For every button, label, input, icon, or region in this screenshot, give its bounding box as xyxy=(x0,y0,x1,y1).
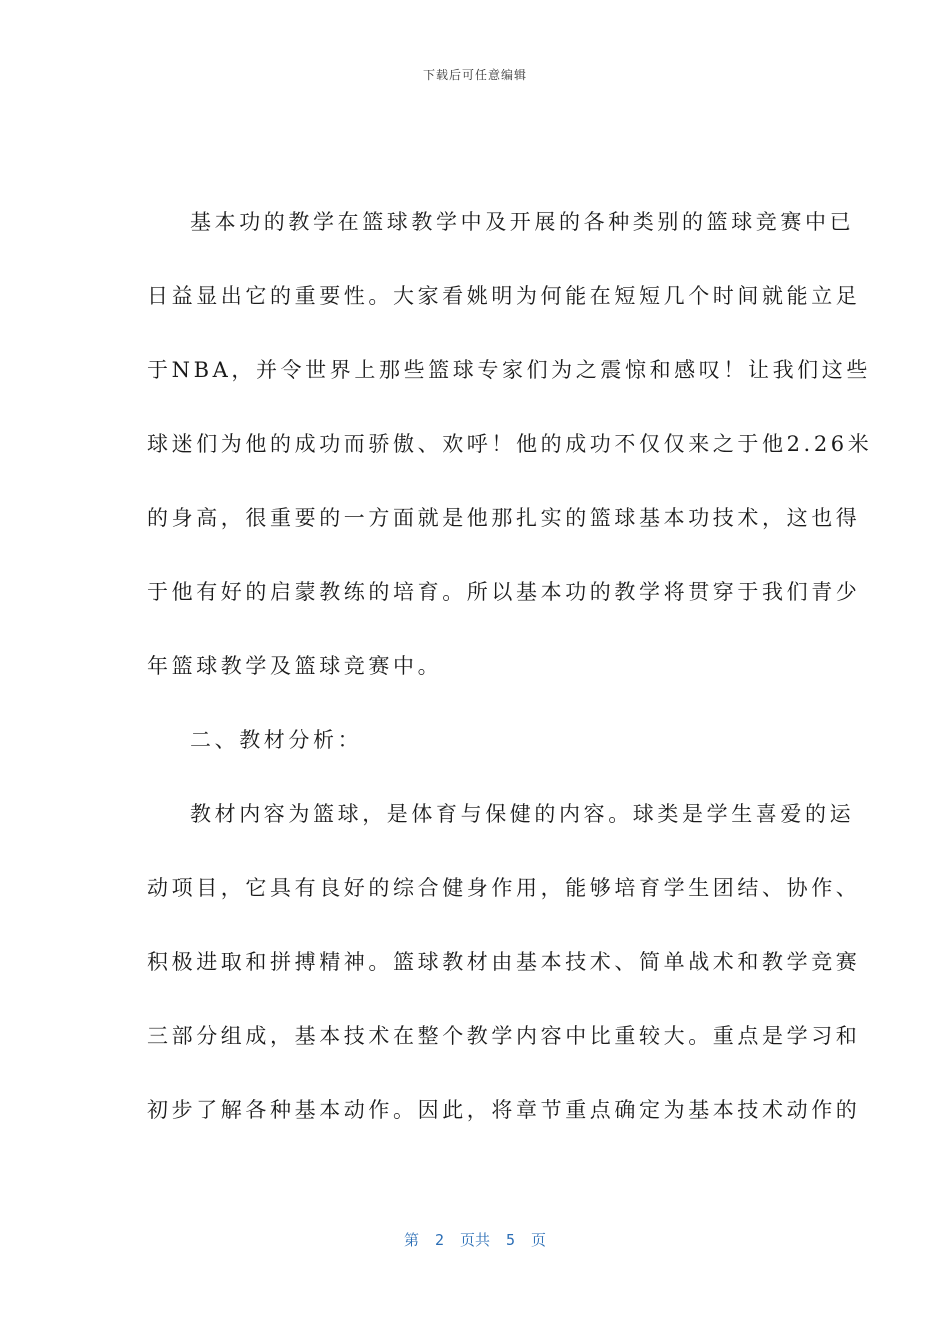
paragraph-line: 初步了解各种基本动作。因此，将章节重点确定为基本技术动作的 xyxy=(147,1098,861,1122)
paragraph-line: 三部分组成，基本技术在整个教学内容中比重较大。重点是学习和 xyxy=(147,1024,861,1048)
footer-label-di: 第 xyxy=(403,1231,419,1249)
document-body xyxy=(147,200,873,1162)
footer-label-ye-gong: 页共 xyxy=(459,1231,490,1249)
current-page-number: 2 xyxy=(434,1231,444,1249)
header-note: 下载后可任意编辑 xyxy=(422,68,527,82)
paragraph-line: 动项目，它具有良好的综合健身作用，能够培育学生团结、协作、 xyxy=(147,876,861,900)
footer-label-ye: 页 xyxy=(531,1231,547,1249)
paragraph-line: 基本功的教学在篮球教学中及开展的各种类别的篮球竞赛中已 xyxy=(190,210,855,234)
paragraph-line: 于他有好的启蒙教练的培育。所以基本功的教学将贯穿于我们青少 xyxy=(147,580,861,604)
paragraph-line: 于NBA，并令世界上那些篮球专家们为之震惊和感叹！让我们这些 xyxy=(147,358,871,382)
paragraph-line: 的身高，很重要的一方面就是他那扎实的篮球基本功技术，这也得 xyxy=(147,506,861,530)
page-footer xyxy=(0,1229,950,1250)
total-page-number: 5 xyxy=(506,1231,516,1249)
paragraph-line: 积极进取和拼搏精神。篮球教材由基本技术、简单战术和教学竞赛 xyxy=(147,950,861,974)
section-heading: 二、教材分析： xyxy=(190,728,363,752)
paragraph-line: 球迷们为他的成功而骄傲、欢呼！他的成功不仅仅来之于他2.26米 xyxy=(147,432,873,456)
paragraph-line: 日益显出它的重要性。大家看姚明为何能在短短几个时间就能立足 xyxy=(147,284,861,308)
paragraph-line: 教材内容为篮球，是体育与保健的内容。球类是学生喜爱的运 xyxy=(190,802,855,826)
paragraph-line: 年篮球教学及篮球竞赛中。 xyxy=(147,654,443,678)
